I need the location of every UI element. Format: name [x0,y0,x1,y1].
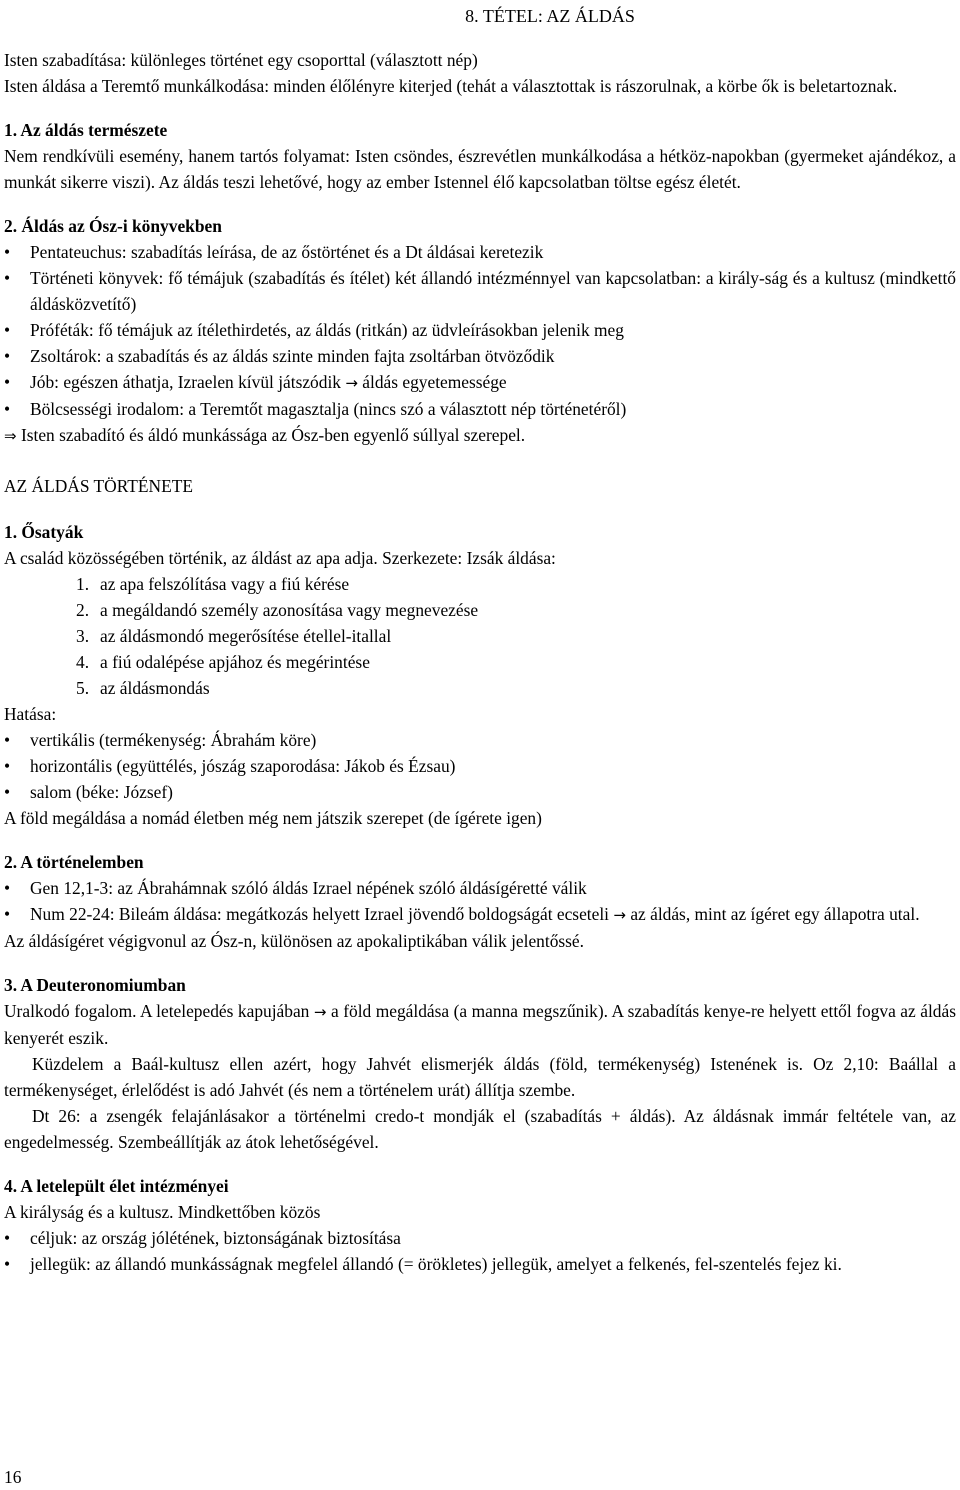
page-title: 8. TÉTEL: AZ ÁLDÁS [465,6,635,26]
section-patriarchs [4,519,956,831]
section-books [4,213,956,449]
bullet-icon: • [4,782,11,802]
bullet-list [4,239,956,422]
section-heading: 4. A letelepült élet intézményei [4,1176,229,1196]
bullet-icon: • [4,730,11,750]
section-text: Nem rendkívüli esemény, hanem tartós folyamat: Isten csöndes, észrevétlen munkálkodása a hétköz-napokban (gyermeket ajándékoz, a munkát sikerre viszi). Az áldás teszi lehetővé, hogy az ember Istennel élő kapcsolatban töltse egész életét. [4,146,956,192]
list-item: • Próféták: fő témájuk az ítélethirdetés, az áldás (ritkán) az üdvleírásokban jelenik meg [4,317,956,343]
list-item: 4. a fiú odalépése apjához és megérintése [76,652,370,672]
list-item: • Zsoltárok: a szabadítás és az áldás szinte minden fajta zsoltárban ötvöződik [4,343,956,369]
conclusion: ⇒ Isten szabadító és áldó munkássága az Ósz-ben egyenlő súllyal szerepel. [4,425,526,445]
bullet-list [4,1225,956,1277]
history-title: AZ ÁLDÁS TÖRTÉNETE [4,476,193,496]
list-item: • vertikális (termékenység: Ábrahám köre) [4,727,956,753]
bullet-icon: • [4,399,11,419]
bullet-list [4,875,956,928]
section-heading: 1. Ősatyák [4,522,84,542]
right-arrow-icon: → [613,906,626,924]
list-item: • horizontális (együttélés, jószág szaporodása: Jákob és Ézsau) [4,753,956,779]
section-text: Az áldásígéret végigvonul az Ósz-n, különösen az apokaliptikában válik jelentőssé. [4,931,584,951]
list-item: • Num 22-24: Bileám áldása: megátkozás helyett Izrael jövendő boldogságát ecseteli → az áldás, mint az ígéret egy állapotra utal. [4,901,956,928]
double-arrow-icon: ⇒ [4,427,17,445]
list-item: • Pentateuchus: szabadítás leírása, de az őstörténet és a Dt áldásai keretezik [4,239,956,265]
list-item: • céljuk: az ország jólétének, biztonságának biztosítása [4,1225,956,1251]
list-item: • Bölcsességi irodalom: a Teremtőt magasztalja (nincs szó a választott nép történetéről) [4,396,956,422]
section-deuteronomy [4,972,956,1155]
right-arrow-icon: → [345,374,358,392]
bullet-icon: • [4,878,11,898]
list-item: 2. a megáldandó személy azonosítása vagy megnevezése [76,600,479,620]
effects-label: Hatása: [4,704,57,724]
section-institutions [4,1173,956,1277]
bullet-icon: • [4,372,11,392]
bullet-icon: • [4,1228,11,1248]
list-item: 3. az áldásmondó megerősítése étellel-itallal [76,626,392,646]
section-text: Uralkodó fogalom. A letelepedés kapujában → a föld megáldása (a manna megszűnik). A szabadítás kenye-re helyett ettől fogva az áldás kenyerét eszik. [4,1001,956,1048]
bullet-icon: • [4,1254,11,1274]
section-heading: 3. A Deuteronomiumban [4,975,186,995]
section-text: A föld megáldása a nomád életben még nem játszik szerepet (de ígérete igen) [4,808,542,828]
bullet-icon: • [4,346,11,366]
list-item: 1. az apa felszólítása vagy a fiú kérése [76,574,350,594]
section-text: Dt 26: a zsengék felajánlásakor a történelmi credo-t mondják el (szabadítás + áldás). Az áldásnak immár feltétele van, az engedelmesség. Szembeállítják az átok lehetőségével. [4,1106,956,1152]
bullet-icon: • [4,268,11,288]
section-nature [4,117,956,195]
section-heading: 2. Áldás az Ósz-i könyvekben [4,216,222,236]
intro-line: Isten szabadítása: különleges történet egy csoporttal (választott nép) [4,50,478,70]
list-item: • Történeti könyvek: fő témájuk (szabadítás és ítélet) két állandó intézménnyel van kapcsolatban: a király-ság és a kultusz (mindkettő áldásközvetítő) [4,265,956,317]
bullet-list [4,727,956,805]
right-arrow-icon: → [313,1003,327,1021]
bullet-icon: • [4,320,11,340]
section-text: A királyság és a kultusz. Mindkettőben közös [4,1202,321,1222]
section-history [4,849,956,954]
list-item: • salom (béke: József) [4,779,956,805]
bullet-icon: • [4,756,11,776]
bullet-icon: • [4,242,11,262]
list-item: 5. az áldásmondás [76,678,210,698]
section-text: A család közösségében történik, az áldást az apa adja. Szerkezete: Izsák áldása: [4,548,556,568]
bullet-icon: • [4,904,11,924]
section-text: Küzdelem a Baál-kultusz ellen azért, hogy Jahvét elismerjék áldás (föld, termékenység) Istenének is. Oz 2,10: Baállal a termékenységet, érlelődést is adó Jahvét (és nem a történelem urát) állítja szembe. [4,1054,956,1100]
list-item: • Jób: egészen áthatja, Izraelen kívül játszódik → áldás egyetemessége [4,369,956,396]
list-item: • Gen 12,1-3: az Ábrahámnak szóló áldás Izrael népének szóló áldásígéretté válik [4,875,956,901]
intro [4,47,956,99]
ordered-list [4,571,956,701]
intro-line: Isten áldása a Teremtő munkálkodása: minden élőlényre kiterjed (tehát a választottak is rászorulnak, a körbe ők is beletartoznak. [4,76,898,96]
section-heading: 1. Az áldás természete [4,120,168,140]
document-page [4,0,956,1277]
list-item: • jellegük: az állandó munkásságnak megfelel állandó (= örökletes) jellegük, amelyet a felkenés, fel-szentelés fejez ki. [4,1251,956,1277]
section-heading: 2. A történelemben [4,852,144,872]
page-number: 16 [4,1467,22,1487]
